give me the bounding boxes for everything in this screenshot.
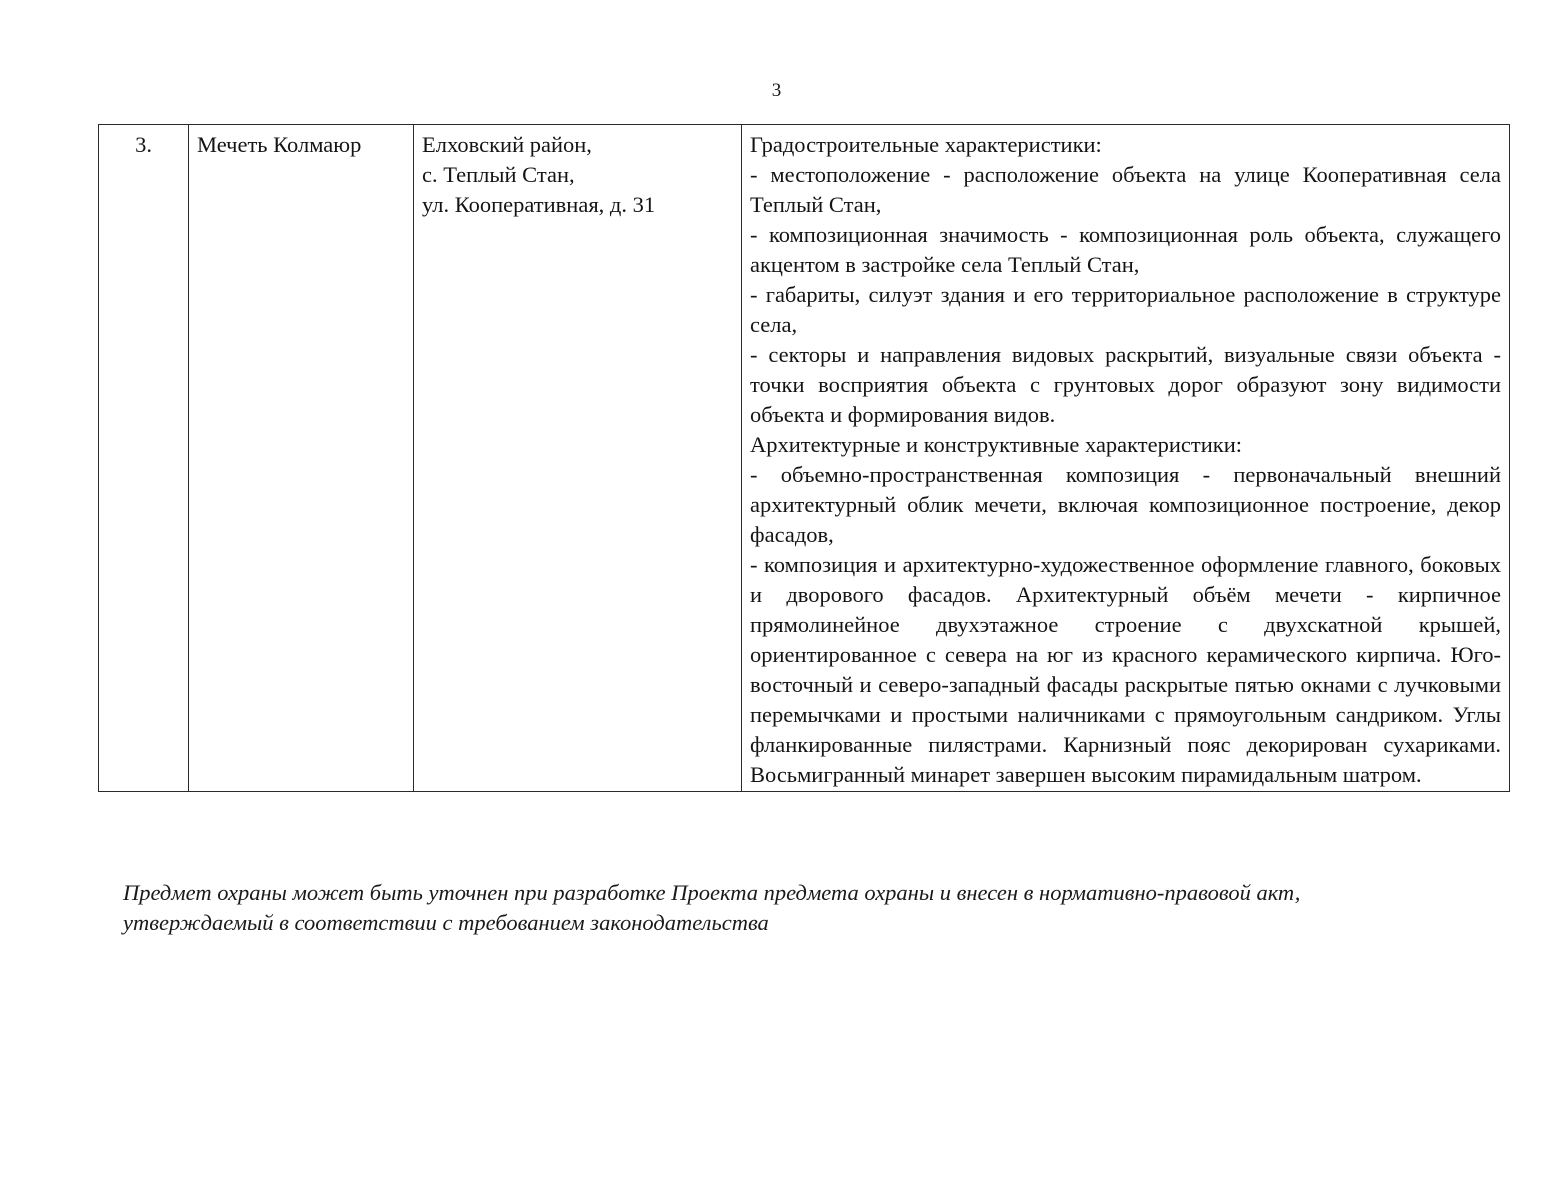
table-row (99, 125, 1510, 792)
object-name-cell: Мечеть Колмаюр (189, 125, 414, 792)
address-district: Елховский район, (422, 132, 592, 157)
description-item-view-sectors: - секторы и направления видовых раскрытий, визуальные связи объекта - точки восприятия объекта с грунтовых дорог образуют зону видимости объекта и формирования видов. (750, 342, 1501, 427)
description-item-facades: - композиция и архитектурно-художественное оформление главного, боковых и дворового фасадов. Архитектурный объём мечети - кирпичное прямолинейное двухэтажное строение с двухскатной крышей, ориентированное с севера на юг из красного керамического кирпича. Юго-восточный и северо-западный фасады раскрытые пятью окнами с лучковыми перемычками и простыми наличниками с прямоугольным сандриком. Углы фланкированные пилястрами. Карнизный пояс декорирован сухариками. Восьмигранный минарет завершен высоким пирамидальным шатром. (750, 552, 1501, 787)
page-number: 3 (771, 80, 782, 101)
address-street: ул. Кооперативная, д. 31 (422, 192, 656, 217)
object-address-cell (414, 125, 742, 792)
row-number-cell: 3. (99, 125, 189, 792)
urban-characteristics-heading: Градостроительные характеристики: (750, 132, 1102, 157)
description-item-volume-composition: - объемно-пространственная композиция - первоначальный внешний архитектурный облик мечети, включая композиционное построение, декор фасадов, (750, 462, 1501, 547)
description-item-dimensions: - габариты, силуэт здания и его территориальное расположение в структуре села, (750, 282, 1501, 337)
protection-subject-cell (742, 125, 1510, 792)
footnote: Предмет охраны может быть уточнен при разработке Проекта предмета охраны и внесен в нормативно-правовой акт, утверждаемый в соответствии с требованием законодательства (123, 880, 1301, 935)
description-item-significance: - композиционная значимость - композиционная роль объекта, служащего акцентом в застройке села Теплый Стан, (750, 222, 1501, 277)
heritage-object-table (98, 124, 1510, 792)
description-item-location: - местоположение - расположение объекта на улице Кооперативная села Теплый Стан, (750, 162, 1501, 217)
address-village: с. Теплый Стан, (422, 162, 575, 187)
architectural-characteristics-heading: Архитектурные и конструктивные характеристики: (750, 432, 1243, 457)
